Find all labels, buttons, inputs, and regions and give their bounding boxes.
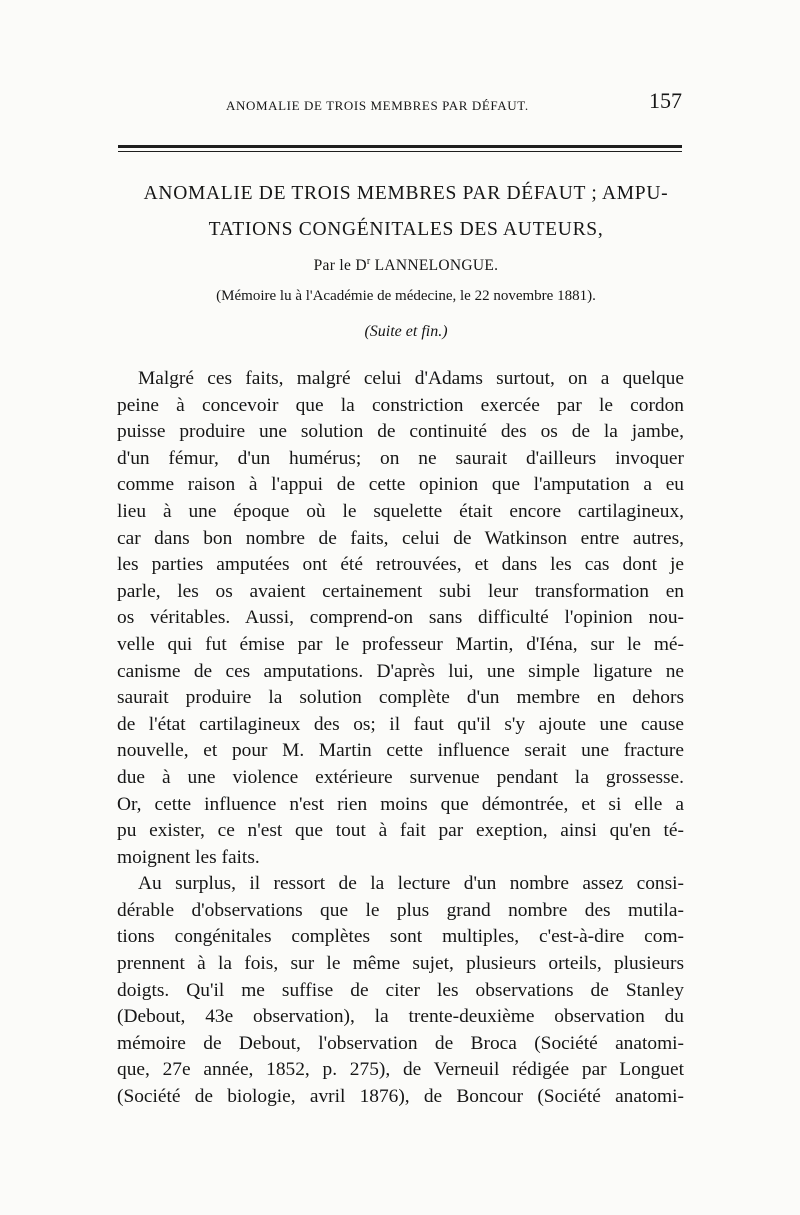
header-rule-thick: [118, 145, 682, 148]
text-line: canisme de ces amputations. D'après lui, une simple ligature ne: [117, 660, 684, 682]
text-line: os véritables. Aussi, comprend-on sans difficulté l'opinion nou-: [117, 607, 684, 629]
text-line: tions congénitales complètes sont multiples, c'est-à-dire com-: [117, 926, 684, 948]
text-line: lieu à une époque où le squelette était encore cartilagineux,: [117, 500, 684, 522]
text-line: due à une violence extérieure survenue pendant la grossesse.: [117, 766, 684, 788]
text-line: car dans bon nombre de faits, celui de Watkinson entre autres,: [117, 527, 684, 549]
author-superscript: r: [366, 256, 371, 267]
text-line: pu exister, ce n'est que tout à fait par exeption, ainsi qu'en té-: [117, 820, 684, 842]
text-line: doigts. Qu'il me suffise de citer les observations de Stanley: [117, 979, 684, 1001]
text-line: mémoire de Debout, l'observation de Broca (Société anatomi-: [117, 1032, 684, 1054]
text-line: comme raison à l'appui de cette opinion que l'amputation a eu: [117, 474, 684, 496]
author-name: LANNELONGUE.: [370, 257, 499, 275]
article-title-line-2: TATIONS CONGÉNITALES DES AUTEURS,: [208, 219, 604, 240]
header-rule-thin: [118, 151, 682, 152]
text-line: (Société de biologie, avril 1876), de Boncour (Société anatomi-: [117, 1086, 684, 1108]
text-line: moignent les faits.: [117, 846, 260, 868]
text-line: les parties amputées ont été retrouvées, et dans les cas dont je: [117, 554, 684, 576]
suite-note: (Suite et fin.): [364, 323, 448, 340]
text-line: Or, cette influence n'est rien moins que démontrée, et si elle a: [117, 793, 684, 815]
text-line: nouvelle, et pour M. Martin cette influence serait une fracture: [117, 740, 684, 762]
article-body: [117, 366, 684, 1111]
text-line: prennent à la fois, sur le même sujet, plusieurs orteils, plusieurs: [117, 953, 684, 975]
text-line: Au surplus, il ressort de la lecture d'un nombre assez consi-: [138, 873, 684, 895]
text-line: puisse produire une solution de continuité des os de la jambe,: [117, 421, 684, 443]
memoire-note: (Mémoire lu à l'Académie de médecine, le 22 novembre 1881).: [216, 288, 596, 304]
text-line: dérable d'observations que le plus grand nombre des mutila-: [117, 899, 684, 921]
text-line: d'un fémur, d'un humérus; on ne saurait d'ailleurs invoquer: [117, 447, 684, 469]
text-line: saurait produire la solution complète d'un membre en dehors: [117, 687, 684, 709]
text-line: (Debout, 43e observation), la trente-deuxième observation du: [117, 1006, 684, 1028]
text-line: que, 27e année, 1852, p. 275), de Verneuil rédigée par Longuet: [117, 1059, 684, 1081]
text-line: Malgré ces faits, malgré celui d'Adams surtout, on a quelque: [138, 368, 684, 389]
article-title-line-1: ANOMALIE DE TROIS MEMBRES PAR DÉFAUT ; AMPU-: [143, 183, 669, 204]
text-line: parle, les os avaient certainement subi leur transformation en: [117, 580, 684, 602]
running-title: ANOMALIE DE TROIS MEMBRES PAR DÉFAUT.: [226, 98, 529, 113]
text-line: peine à concevoir que la constriction exercée par le cordon: [117, 394, 684, 416]
author-line: [96, 256, 716, 275]
running-head: [118, 88, 684, 122]
page-number: 157: [649, 88, 682, 113]
text-line: de l'état cartilagineux des os; il faut qu'il s'y ajoute une cause: [117, 713, 684, 735]
text-line: velle qui fut émise par le professeur Martin, d'Iéna, sur le mé-: [117, 633, 684, 655]
author-prefix: Par le D: [313, 257, 367, 275]
